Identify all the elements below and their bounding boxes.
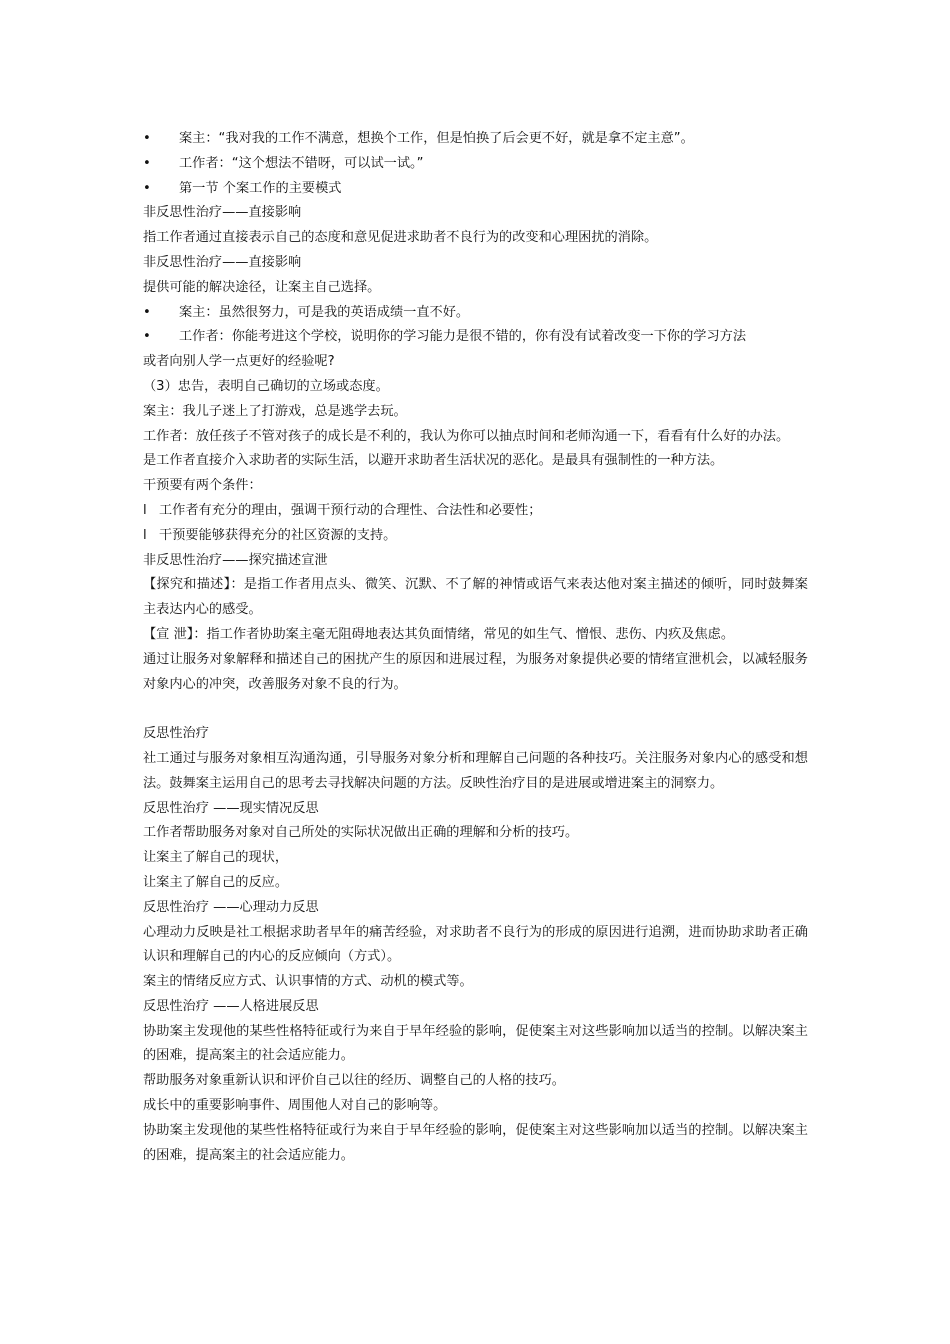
paragraph: 通过让服务对象解释和描述自己的困扰产生的原因和进展过程，为服务对象提供必要的情绪宣泄机会，以减轻服务对象内心的冲突，改善服务对象不良的行为。 <box>143 651 808 692</box>
heading-reality-reflection: 反思性治疗 ——现实情况反思 <box>143 800 319 816</box>
bullet-icon: • <box>143 155 151 171</box>
condition-item <box>143 524 808 549</box>
paragraph: 心理动力反映是社工根据求助者早年的痛苦经验，对求助者不良行为的形成的原因进行追溯，进而协助求助者正确认识和理解自己的内心的反应倾向（方式）。 <box>143 924 808 965</box>
paragraph: 协助案主发现他的某些性格特征或行为来自于早年经验的影响，促使案主对这些影响加以适当的控制。以解决案主的困难，提高案主的社会适应能力。 <box>143 1023 808 1064</box>
bullet-icon: • <box>143 329 151 345</box>
paragraph: 是工作者直接介入求助者的实际生活，以避开求助者生活状况的恶化。是最具有强制性的一种方法。 <box>143 453 724 469</box>
section-heading-bullet <box>143 177 808 202</box>
dialogue-bullet-worker <box>143 325 808 375</box>
paragraph: 案主的情绪反应方式、认识事情的方式、动机的模式等。 <box>143 974 473 990</box>
paragraph: 社工通过与服务对象相互沟通沟通，引导服务对象分析和理解自己问题的各种技巧。关注服务对象内心的感受和想法。鼓舞案主运用自己的思考去寻找解决问题的方法。反映性治疗目的是进展或增进案主的洞察力。 <box>143 750 808 791</box>
heading-direct-influence-2: 非反思性治疗——直接影响 <box>143 254 302 270</box>
section-title: 第一节 个案工作的主要模式 <box>179 180 342 196</box>
list-marker: l <box>143 527 147 543</box>
paragraph: 【宣 泄】：指工作者协助案主毫无阻碍地表达其负面情绪，常见的如生气、憎恨、悲伤、内疚及焦虑。 <box>143 626 735 642</box>
spacer <box>143 697 808 722</box>
paragraph: 案主：我儿子迷上了打游戏，总是逃学去玩。 <box>143 403 407 419</box>
document-page <box>143 127 808 1168</box>
bullet-text: 案主：“我对我的工作不满意，想换个工作，但是怕换了后会更不好，就是拿不定主意”。 <box>179 131 694 146</box>
dialogue-bullet-client <box>143 301 808 326</box>
paragraph: 协助案主发现他的某些性格特征或行为来自于早年经验的影响，促使案主对这些影响加以适当的控制。以解决案主的困难，提高案主的社会适应能力。 <box>143 1122 808 1163</box>
paragraph: 指工作者通过直接表示自己的态度和意见促进求助者不良行为的改变和心理困扰的消除。 <box>143 230 658 246</box>
heading-explore-describe: 非反思性治疗——探究描述宣泄 <box>143 552 328 568</box>
paragraph: 成长中的重要影响事件、周围他人对自己的影响等。 <box>143 1098 447 1114</box>
heading-reflective-therapy: 反思性治疗 <box>143 726 209 742</box>
paragraph: 工作者：放任孩子不管对孩子的成长是不利的，我认为你可以抽点时间和老师沟通一下，看看有什么好的办法。 <box>143 428 790 444</box>
bullet-icon: • <box>143 131 151 146</box>
dialogue-bullet-client <box>143 127 808 152</box>
paragraph: 干预要有两个条件： <box>143 478 262 494</box>
paragraph: 让案主了解自己的反应。 <box>143 874 289 890</box>
paragraph: 工作者帮助服务对象对自己所处的实际状况做出正确的理解和分析的技巧。 <box>143 825 579 841</box>
paragraph: 帮助服务对象重新认识和评价自己以往的经历、调整自己的人格的技巧。 <box>143 1073 565 1089</box>
bullet-text: 工作者：你能考进这个学校，说明你的学习能力是很不错的，你有没有试着改变一下你的学习方法 <box>179 329 747 345</box>
heading-personality-reflection: 反思性治疗 ——人格进展反思 <box>143 998 319 1014</box>
condition-item <box>143 499 808 524</box>
bullet-text: 案主：虽然很努力，可是我的英语成绩一直不好。 <box>179 304 470 320</box>
paragraph: 提供可能的解决途径，让案主自己选择。 <box>143 279 381 295</box>
paragraph: 【探究和描述】：是指工作者用点头、微笑、沉默、不了解的神情或语气来表达他对案主描述的倾听，同时鼓舞案主表达内心的感受。 <box>143 577 808 618</box>
bullet-icon: • <box>143 304 151 320</box>
bullet-text-continued: 或者向别人学一点更好的经验呢? <box>143 354 335 370</box>
bullet-text: 工作者：“这个想法不错呀，可以试一试。” <box>179 155 424 171</box>
condition-text: 工作者有充分的理由，强调干预行动的合理性、合法性和必要性； <box>159 502 542 518</box>
condition-text: 干预要能够获得充分的社区资源的支持。 <box>159 527 397 543</box>
paragraph: 让案主了解自己的现状， <box>143 850 289 866</box>
list-marker: l <box>143 502 147 518</box>
paragraph: （3）忠告，表明自己确切的立场或态度。 <box>143 378 389 394</box>
dialogue-bullet-worker <box>143 152 808 177</box>
heading-direct-influence: 非反思性治疗——直接影响 <box>143 205 302 221</box>
heading-psychodynamic-reflection: 反思性治疗 ——心理动力反思 <box>143 899 319 915</box>
bullet-icon: • <box>143 180 151 196</box>
